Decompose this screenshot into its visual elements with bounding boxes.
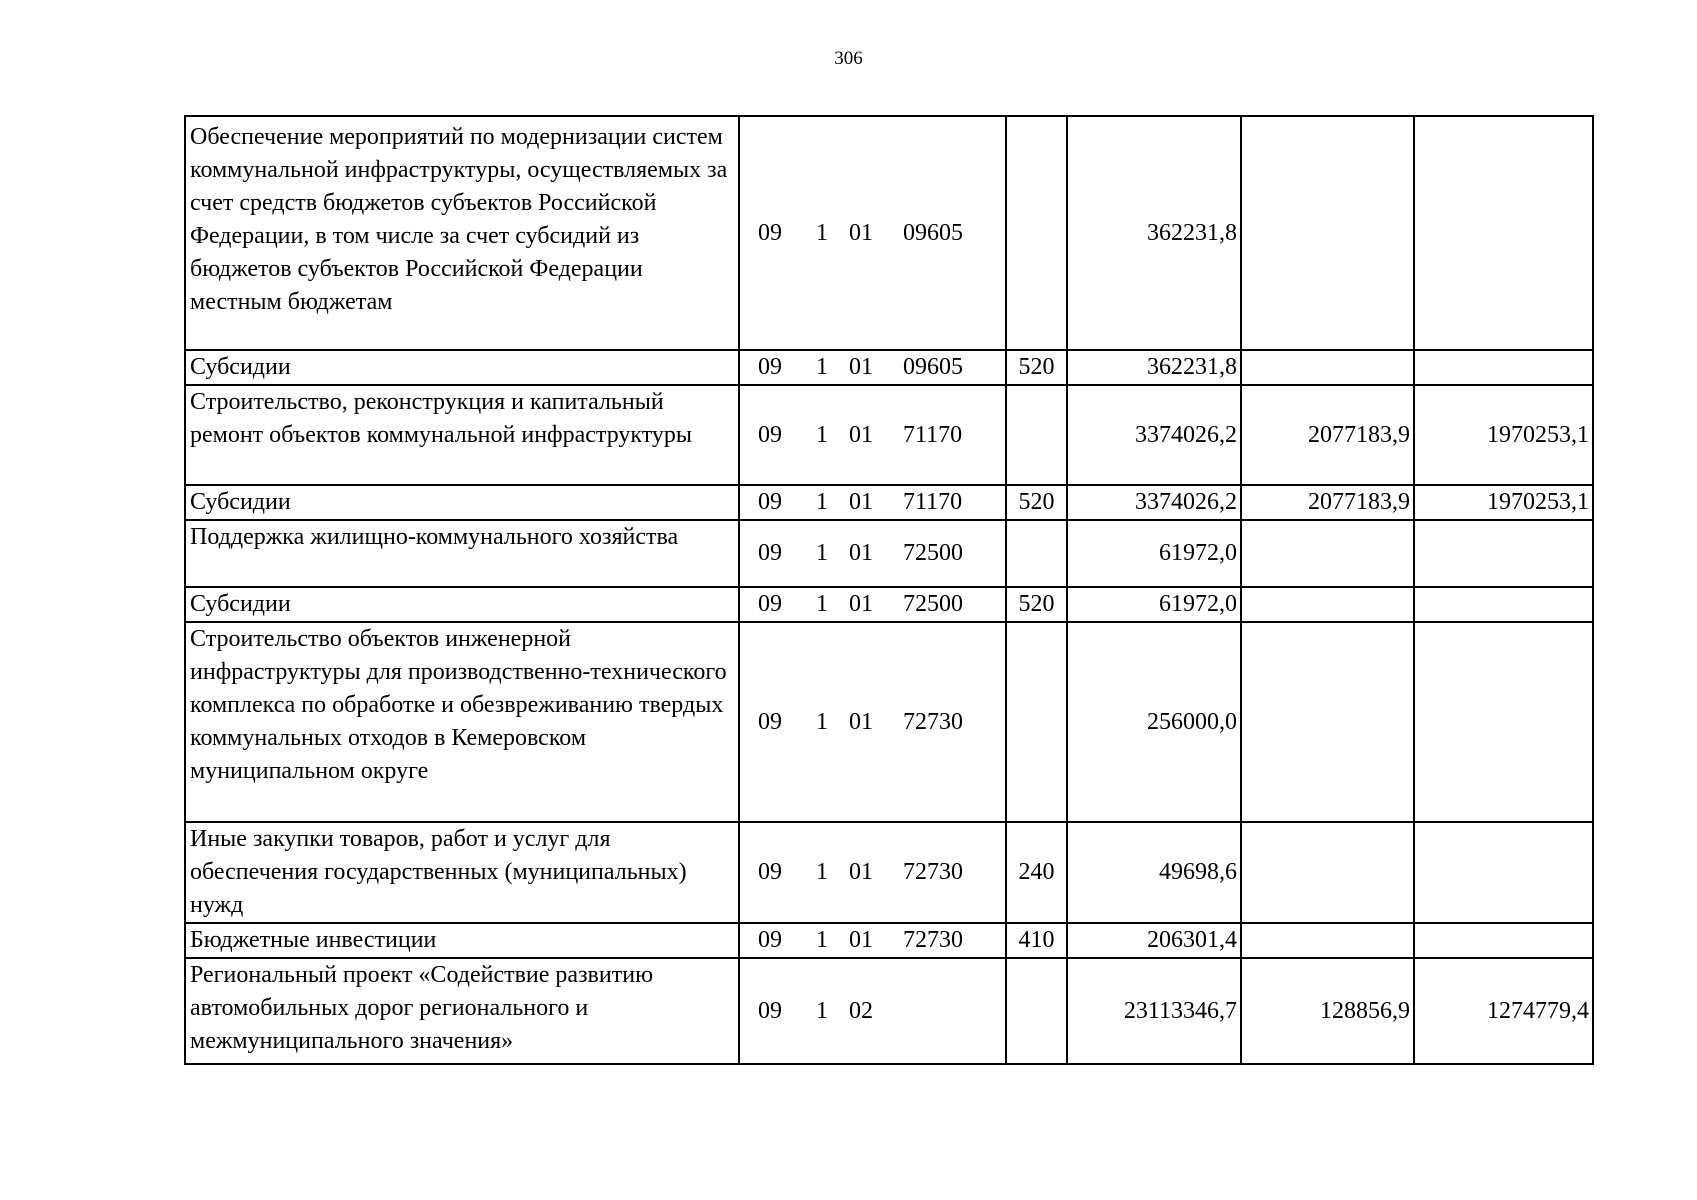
code-section: 09 (739, 385, 801, 485)
code-program: 1 (801, 622, 843, 822)
code-subprogram: 02 (843, 958, 897, 1064)
code-program: 1 (801, 385, 843, 485)
code-subprogram: 01 (843, 622, 897, 822)
code-program: 1 (801, 520, 843, 587)
amount-year-3 (1414, 622, 1593, 822)
page-number: 306 (834, 48, 863, 69)
code-expense-type (1006, 958, 1067, 1064)
row-name: Субсидии (185, 587, 739, 622)
code-direction: 72730 (897, 622, 1006, 822)
amount-year-1: 206301,4 (1067, 923, 1241, 958)
amount-year-2 (1241, 350, 1414, 385)
code-direction: 72730 (897, 923, 1006, 958)
table-row (185, 485, 1593, 520)
code-expense-type: 520 (1006, 485, 1067, 520)
code-direction: 09605 (897, 116, 1006, 350)
code-subprogram: 01 (843, 116, 897, 350)
row-name: Субсидии (185, 350, 739, 385)
code-expense-type: 240 (1006, 822, 1067, 923)
table-row (185, 822, 1593, 923)
code-expense-type (1006, 116, 1067, 350)
code-section: 09 (739, 587, 801, 622)
code-section: 09 (739, 923, 801, 958)
amount-year-1: 362231,8 (1067, 350, 1241, 385)
budget-table (184, 115, 1594, 1065)
table-row (185, 350, 1593, 385)
amount-year-1: 256000,0 (1067, 622, 1241, 822)
table-row (185, 622, 1593, 822)
table-row (185, 116, 1593, 350)
code-subprogram: 01 (843, 587, 897, 622)
code-section: 09 (739, 116, 801, 350)
code-program: 1 (801, 350, 843, 385)
code-program: 1 (801, 822, 843, 923)
code-subprogram: 01 (843, 485, 897, 520)
row-name: Бюджетные инвестиции (185, 923, 739, 958)
amount-year-3 (1414, 350, 1593, 385)
amount-year-1: 61972,0 (1067, 520, 1241, 587)
code-expense-type (1006, 385, 1067, 485)
row-name: Региональный проект «Содействие развитию автомобильных дорог регионального и межмуниципального значения» (185, 958, 739, 1064)
amount-year-1: 3374026,2 (1067, 485, 1241, 520)
code-program: 1 (801, 116, 843, 350)
amount-year-2: 128856,9 (1241, 958, 1414, 1064)
row-name: Поддержка жилищно-коммунального хозяйства (185, 520, 739, 587)
code-direction (897, 958, 1006, 1064)
amount-year-2 (1241, 622, 1414, 822)
amount-year-3 (1414, 116, 1593, 350)
code-subprogram: 01 (843, 385, 897, 485)
table-row (185, 587, 1593, 622)
code-program: 1 (801, 587, 843, 622)
amount-year-1: 3374026,2 (1067, 385, 1241, 485)
code-expense-type: 520 (1006, 587, 1067, 622)
amount-year-3 (1414, 822, 1593, 923)
table-row (185, 520, 1593, 587)
code-section: 09 (739, 622, 801, 822)
amount-year-2 (1241, 520, 1414, 587)
amount-year-1: 61972,0 (1067, 587, 1241, 622)
table-row (185, 958, 1593, 1064)
row-name: Строительство объектов инженерной инфраструктуры для производственно-технического комплекса по обработке и обезвреживанию твердых коммунальных отходов в Кемеровском муниципальном округе (185, 622, 739, 822)
code-section: 09 (739, 822, 801, 923)
row-name: Иные закупки товаров, работ и услуг для обеспечения государственных (муниципальных) нужд (185, 822, 739, 923)
code-subprogram: 01 (843, 822, 897, 923)
code-direction: 71170 (897, 485, 1006, 520)
code-section: 09 (739, 958, 801, 1064)
code-expense-type: 410 (1006, 923, 1067, 958)
code-expense-type (1006, 622, 1067, 822)
table-row (185, 923, 1593, 958)
amount-year-1: 23113346,7 (1067, 958, 1241, 1064)
code-subprogram: 01 (843, 923, 897, 958)
code-program: 1 (801, 923, 843, 958)
amount-year-2 (1241, 587, 1414, 622)
code-direction: 71170 (897, 385, 1006, 485)
row-name: Строительство, реконструкция и капитальный ремонт объектов коммунальной инфраструктуры (185, 385, 739, 485)
table-row (185, 385, 1593, 485)
amount-year-3 (1414, 587, 1593, 622)
amount-year-3 (1414, 923, 1593, 958)
code-direction: 72500 (897, 520, 1006, 587)
amount-year-1: 49698,6 (1067, 822, 1241, 923)
row-name: Обеспечение мероприятий по модернизации систем коммунальной инфраструктуры, осуществляемых за счет средств бюджетов субъектов Российской Федерации, в том числе за счет субсидий из бюджетов субъектов Российской Федерации местным бюджетам (185, 116, 739, 350)
amount-year-2 (1241, 822, 1414, 923)
row-name: Субсидии (185, 485, 739, 520)
amount-year-2 (1241, 116, 1414, 350)
amount-year-2: 2077183,9 (1241, 385, 1414, 485)
amount-year-2 (1241, 923, 1414, 958)
amount-year-3: 1274779,4 (1414, 958, 1593, 1064)
code-subprogram: 01 (843, 520, 897, 587)
code-direction: 09605 (897, 350, 1006, 385)
amount-year-1: 362231,8 (1067, 116, 1241, 350)
amount-year-3: 1970253,1 (1414, 385, 1593, 485)
amount-year-3: 1970253,1 (1414, 485, 1593, 520)
amount-year-3 (1414, 520, 1593, 587)
code-section: 09 (739, 350, 801, 385)
code-direction: 72500 (897, 587, 1006, 622)
amount-year-2: 2077183,9 (1241, 485, 1414, 520)
code-section: 09 (739, 485, 801, 520)
code-subprogram: 01 (843, 350, 897, 385)
code-expense-type (1006, 520, 1067, 587)
code-program: 1 (801, 958, 843, 1064)
code-program: 1 (801, 485, 843, 520)
code-direction: 72730 (897, 822, 1006, 923)
code-expense-type: 520 (1006, 350, 1067, 385)
code-section: 09 (739, 520, 801, 587)
